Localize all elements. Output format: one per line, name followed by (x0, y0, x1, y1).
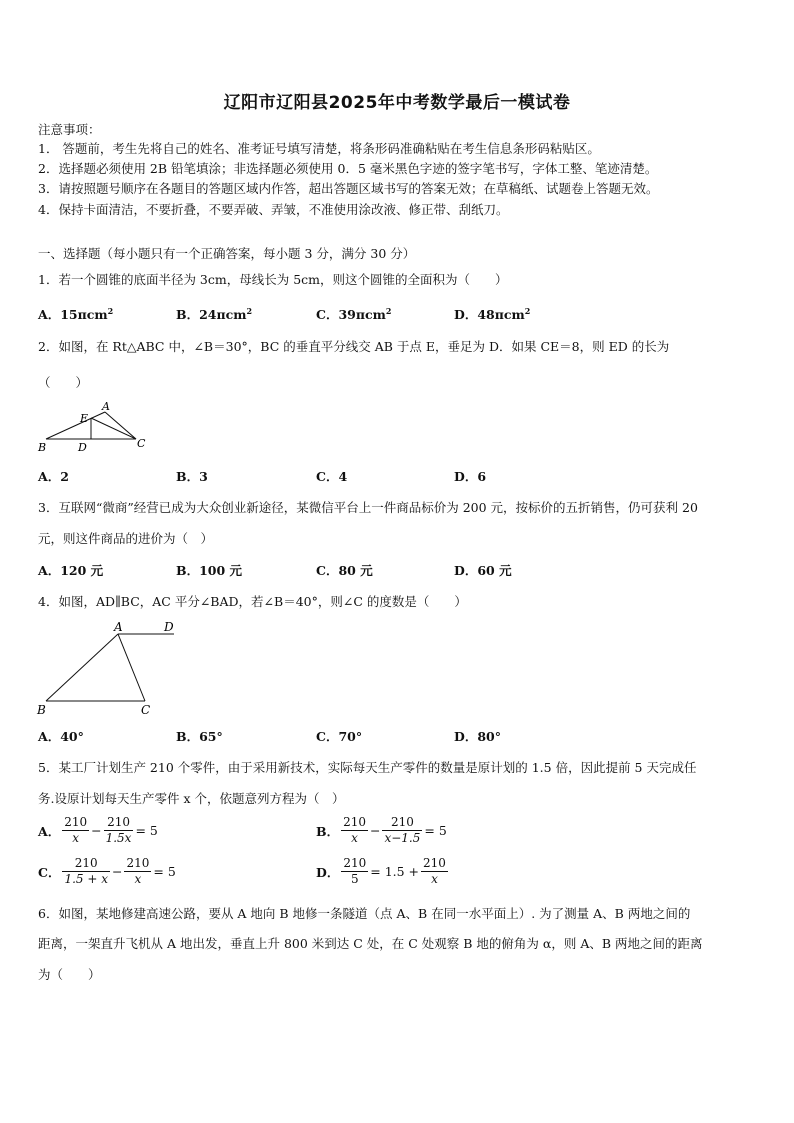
question-2-paren: （ ） (38, 375, 89, 390)
q4-label-a: A (114, 620, 123, 634)
fraction: $\frac{210}{5}$ (343, 856, 367, 886)
q3-option-c: C．80 元 (316, 563, 373, 578)
fraction: $\frac{210}{1.5 + x}$ (64, 856, 108, 886)
fraction: $\frac{210}{x}$ (423, 856, 446, 886)
q4-option-d: D．80° (454, 729, 501, 744)
question-3-line-1: 3．互联网“微商”经营已成为大众创业新途径，某微信平台上一件商品标价为 200 元，按标价的五折销售，仍可获利 20 (38, 500, 698, 515)
q2-label-b: B (38, 441, 47, 454)
question-1-text: 1．若一个圆锥的底面半径为 3cm，母线长为 5cm，则这个圆锥的全面积为（ ） (38, 272, 508, 287)
q5-option-c: C． $\frac{210}{1.5 + x}$ − $\frac{210}{x}$ = 5 (38, 856, 176, 886)
notice-item-4: 4．保持卡面清洁，不要折叠，不要弄破、弄皱，不准使用涂改液、修正带、刮纸刀。 (38, 202, 509, 217)
q4-triangle-figure (34, 618, 184, 718)
notice-item-2: 2．选择题必须使用 2B 铅笔填涂；非选择题必须使用 0．5 毫米黑色字迹的签字笔书写，字体工整、笔迹清楚。 (38, 161, 658, 176)
fraction: $\frac{210}{x}$ (126, 856, 150, 886)
question-4-text: 4．如图，AD∥BC，AC 平分∠BAD，若∠B＝40°，则∠C 的度数是（ ） (38, 594, 467, 609)
q1-option-b: B．24πcm$^2$ (176, 306, 253, 323)
question-6-line-2: 距离，一架直升飞机从 A 地出发，垂直上升 800 米到达 C 处，在 C 处观察 B 地的俯角为 α，则 A、B 两地之间的距离 (38, 936, 703, 951)
notice-item-1: 1． 答题前，考生先将自己的姓名、准考证号填写清楚，将条形码准确粘贴在考生信息条形码粘贴区。 (38, 141, 600, 156)
q1-option-d: D．48πcm$^2$ (454, 306, 531, 323)
q2-label-a: A (102, 400, 110, 413)
question-3-line-2: 元，则这件商品的进价为（ ） (38, 531, 214, 546)
question-2-text: 2．如图，在 Rt△ABC 中，∠B＝30°，BC 的垂直平分线交 AB 于点 E，垂足为 D．如果 CE＝8，则 ED 的长为 (38, 339, 670, 354)
fraction: $\frac{210}{1.5x}$ (105, 815, 132, 845)
q5-option-b: B． $\frac{210}{x}$ − $\frac{210}{x-1.5}$ = 5 (316, 815, 447, 845)
q2-label-e: E (80, 412, 89, 425)
q4-option-a: A．40° (38, 729, 84, 744)
q4-option-c: C．70° (316, 729, 363, 744)
question-5-line-1: 5．某工厂计划生产 210 个零件，由于采用新技术，实际每天生产零件的数量是原计划的 1.5 倍，因此提前 5 天完成任 (38, 760, 697, 775)
q2-option-d: D．6 (454, 469, 487, 484)
page-title: 辽阳市辽阳县2025年中考数学最后一模试卷 (223, 93, 571, 113)
q2-option-b: B．3 (176, 469, 208, 484)
q3-option-d: D．60 元 (454, 563, 512, 578)
q4-label-b: B (37, 703, 46, 717)
q2-triangle-figure (36, 400, 146, 456)
question-6-line-1: 6．如图，某地修建高速公路，要从 A 地向 B 地修一条隧道（点 A、B 在同一水平面上）. 为了测量 A、B 两地之间的 (38, 906, 691, 921)
fraction: $\frac{210}{x-1.5}$ (384, 815, 421, 845)
q4-option-b: B．65° (176, 729, 223, 744)
q2-option-c: C．4 (316, 469, 348, 484)
fraction: $\frac{210}{x}$ (64, 815, 88, 845)
q5-option-d: D． $\frac{210}{5}$ = 1.5 + $\frac{210}{x}$ (316, 856, 446, 886)
q4-label-c: C (141, 703, 151, 717)
q3-option-b: B．100 元 (176, 563, 243, 578)
q4-label-d: D (164, 620, 174, 634)
notice-heading: 注意事项： (38, 122, 101, 137)
q5-option-a: A． $\frac{210}{x}$ − $\frac{210}{1.5x}$ = 5 (38, 815, 158, 845)
q1-option-a: A．15πcm$^2$ (38, 306, 114, 323)
question-5-line-2: 务.设原计划每天生产零件 x 个，依题意列方程为（ ） (38, 791, 345, 806)
q2-label-d: D (78, 441, 87, 454)
q3-option-a: A．120 元 (38, 563, 104, 578)
question-6-line-3: 为（ ） (38, 967, 101, 982)
section-heading: 一、选择题（每小题只有一个正确答案，每小题 3 分，满分 30 分） (38, 246, 416, 261)
fraction: $\frac{210}{x}$ (343, 815, 366, 845)
q1-option-c: C．39πcm$^2$ (316, 306, 392, 323)
q2-option-a: A．2 (38, 469, 69, 484)
notice-item-3: 3．请按照题号顺序在各题目的答题区域内作答，超出答题区域书写的答案无效；在草稿纸、试题卷上答题无效。 (38, 181, 659, 196)
q2-label-c: C (137, 437, 146, 450)
